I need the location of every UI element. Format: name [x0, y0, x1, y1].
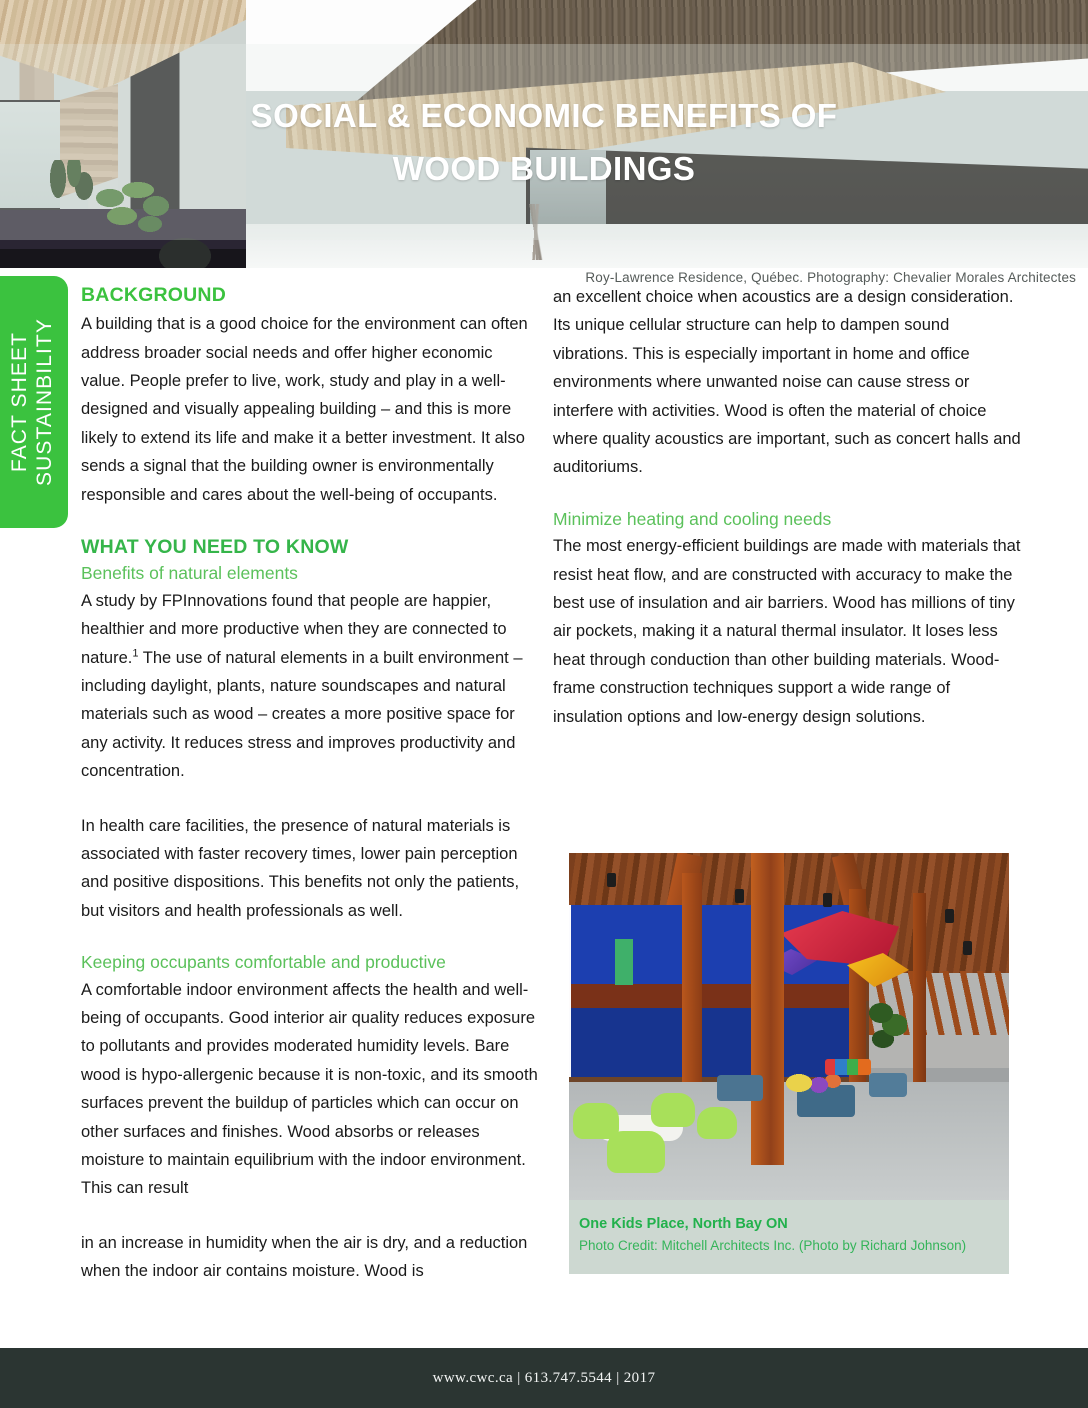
paragraph-acoustics: an excellent choice when acoustics are a design consideration. Its unique cellular structure can help to dampen sound vibrations. This is especially important in home and office environments where unwanted noise can cause stress or interfere with activities. Wood is often the material of choice where quality acoustics are important, such as concert halls and auditoriums.	[553, 288, 1021, 477]
blue-sofa	[717, 1075, 763, 1101]
ceiling-spotlight-icon	[607, 873, 616, 887]
paragraph-comfort: A comfortable indoor environment affects the health and well-being of occupants. Good interior air quality reduces exposure to pollutants and provides moderated humidity levels. Bare wood is hypo-allergenic because it is non-toxic, and its smooth surfaces prevent the buildup of particles which can occur on other surfaces and finishes. Wood absorbs or releases moisture to maintain equilibrium with the indoor environment. This can result	[81, 980, 538, 1198]
left-column	[81, 283, 539, 1285]
paragraph-health-care: In health care facilities, the presence of natural materials is associated with faster recovery times, lower pain perception and positive dispositions. This benefits not only the patients, but visitors and health professionals as well.	[81, 816, 520, 920]
paragraph-background: A building that is a good choice for the environment can often address broader social needs and offer higher economic value. People prefer to live, work, study and play in a well-designed and visually appealing building – and this is more likely to extend its life and make it a better investment. It also sends a signal that the building owner is environmentally responsible and cares about the well-being of occupants.	[81, 315, 528, 504]
fact-sheet-side-tab	[0, 276, 68, 528]
footer-contact-text: www.cwc.ca | 613.747.5544 | 2017	[432, 1369, 656, 1386]
green-chair	[651, 1093, 695, 1127]
side-tab-line-1: FACT SHEET	[8, 331, 32, 473]
interior-atrium-photo	[569, 853, 1009, 1200]
wood-column	[913, 893, 926, 1083]
paragraph-humidity: in an increase in humidity when the air is dry, and a reduction when the indoor air contains moisture. Wood is	[81, 1233, 528, 1281]
paragraph-natural-elements-part2: The use of natural elements in a built environment – including daylight, plants, nature soundscapes and natural materials such as wood – creates a more positive space for any activity. It reduces stress and improves productivity and concentration.	[81, 648, 523, 781]
subheading-benefits-of-natural-elements: Benefits of natural elements	[81, 563, 298, 584]
ceiling-spotlight-icon	[823, 893, 832, 907]
hero-title-line-1: SOCIAL & ECONOMIC BENEFITS OF	[250, 96, 838, 134]
subheading-keeping-occupants-comfortable: Keeping occupants comfortable and productive	[81, 952, 446, 973]
heading-what-you-need-to-know: WHAT YOU NEED TO KNOW	[81, 535, 349, 558]
hero-banner	[0, 0, 1088, 268]
side-tab-text	[8, 318, 58, 486]
paragraph-natural-elements	[81, 587, 539, 786]
blue-sofa	[869, 1073, 907, 1097]
page-footer	[0, 1348, 1088, 1408]
photo-caption-credit: Photo Credit: Mitchell Architects Inc. (Photo by Richard Johnson)	[579, 1237, 967, 1253]
green-chair	[607, 1131, 665, 1173]
hero-title-line-2: WOOD BUILDINGS	[392, 150, 696, 187]
paragraph-heating-cooling: The most energy-efficient buildings are made with materials that resist heat flow, and are constructed with accuracy to make the best use of insulation and air barriers. Wood has millions of tiny air pockets, making it a natural thermal insulator. It loses less heat through conduction than other building materials. Wood-frame construction techniques support a wide range of insulation options and low-energy design solutions.	[553, 537, 1021, 726]
photo-caption-title: One Kids Place, North Bay ON	[579, 1216, 788, 1232]
ceiling-spotlight-icon	[945, 909, 954, 923]
kids-chairs	[825, 1059, 871, 1075]
wood-column	[751, 853, 784, 1165]
green-chair	[697, 1107, 737, 1139]
subheading-minimize-heating-cooling: Minimize heating and cooling needs	[553, 508, 832, 529]
heading-background: BACKGROUND	[81, 284, 226, 306]
side-tab-line-2: SUSTAINBILITY	[33, 318, 56, 486]
hero-photo-credit: Roy-Lawrence Residence, Québec. Photography: Chevalier Morales Architectes	[585, 270, 1076, 285]
indoor-tree-icon	[869, 999, 907, 1061]
hero-title-band	[0, 44, 1088, 240]
ceiling-spotlight-icon	[963, 941, 972, 955]
green-panel	[615, 939, 633, 985]
figure-one-kids-place	[569, 853, 1009, 1274]
footnote-marker: 1	[132, 647, 139, 660]
paragraph-natural-elements-part1: A study by FPInnovations found that people are happier, healthier and more productive when they are connected to nature.	[81, 591, 507, 667]
photo-caption-box	[569, 1200, 1009, 1274]
right-column	[553, 283, 1023, 731]
ceiling-spotlight-icon	[735, 889, 744, 903]
